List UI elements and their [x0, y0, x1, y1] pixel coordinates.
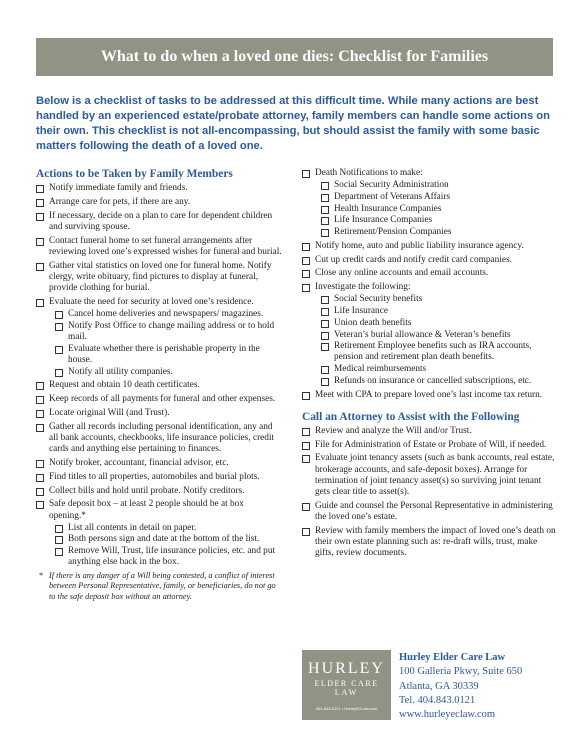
sub-checklist-item-text: Social Security benefits: [334, 294, 423, 305]
intro-paragraph: Below is a checklist of tasks to be addressed at this difficult time. While many actions are best handled by an experienced estate/probate attorney, family members can handle some actions on their own. This checklist is not all-encompassing, but should assist the family with some basic matters following the death of a loved one.: [36, 95, 550, 152]
checklist-item-text: Guide and counsel the Personal Representative in administering the loved one’s estate.: [315, 500, 553, 523]
checklist-item-text: Evaluate the need for security at loved one’s residence.: [49, 296, 254, 307]
checkbox[interactable]: [36, 410, 44, 418]
checklist-item-text: Collect bills and hold until probate. Notify creditors.: [49, 485, 245, 496]
logo-subtitle: ELDER CARE: [314, 679, 379, 688]
checklist-item-text: Keep records of all payments for funeral and other expenses.: [49, 394, 276, 405]
sub-checklist-item: [321, 215, 556, 226]
checklist-item-text: Locate original Will (and Trust).: [49, 407, 170, 418]
sub-checklist-item: [321, 306, 556, 317]
sub-checklist-item-text: Retirement/Pension Companies: [334, 227, 452, 238]
address-line-1: 100 Galleria Pkwy, Suite 650: [399, 666, 523, 678]
sub-checklist-item-text: Medical reimbursements: [334, 364, 427, 375]
checkbox[interactable]: [302, 428, 310, 436]
checklist-item: [302, 453, 556, 498]
checklist-item: [302, 390, 556, 401]
sub-checklist-item-text: Both persons sign and date at the bottom of the list.: [68, 534, 260, 545]
checkbox[interactable]: [36, 501, 44, 509]
checkbox[interactable]: [321, 332, 329, 340]
sub-checklist-item: [321, 341, 556, 363]
sub-checklist-item: [55, 344, 282, 366]
checklist-item: [302, 440, 556, 451]
checklist-item: [36, 236, 282, 258]
checkbox[interactable]: [302, 392, 310, 400]
sub-checklist-item-text: Veteran’s burial allowance & Veteran’s benefits: [334, 329, 511, 340]
sub-checklist-item-text: Refunds on insurance or cancelled subscriptions, etc.: [334, 375, 532, 386]
family-actions-heading: Actions to be Taken by Family Members: [36, 168, 233, 180]
sub-checklist-item-text: Evaluate whether there is perishable property in the house.: [68, 343, 260, 365]
footnote-asterisk: *: [39, 571, 44, 581]
contact-block: [399, 651, 559, 722]
checklist-item: [36, 297, 282, 378]
checklist-item-text: Gather vital statistics on loved one for funeral home. Notify clergy, write obituary, find pictures to display at funeral, provide clothing for burial.: [49, 260, 272, 293]
checkbox[interactable]: [321, 343, 329, 351]
checklist-item-text: Review and analyze the Will and/or Trust.: [315, 425, 472, 436]
notifications-checklist: [302, 168, 556, 401]
attorney-heading: Call an Attorney to Assist with the Following: [302, 410, 520, 423]
sub-checklist-item: [321, 330, 556, 341]
checklist-item: [36, 183, 282, 194]
sub-checklist-item: [55, 523, 282, 534]
checkbox[interactable]: [302, 503, 310, 511]
sub-checklist-item: [321, 204, 556, 215]
sub-checklist-item-text: Cancel home deliveries and newspapers/ magazines.: [68, 309, 264, 319]
logo-name: HURLEY: [308, 660, 385, 677]
checklist-item: [36, 472, 282, 483]
checkbox[interactable]: [55, 369, 63, 377]
checkbox[interactable]: [36, 299, 44, 307]
checkbox[interactable]: [321, 296, 329, 304]
sub-checklist-item-text: Retirement Employee benefits such as IRA accounts, pension and retirement plan death benefits.: [334, 341, 532, 363]
checkbox[interactable]: [55, 548, 63, 556]
sub-checklist-item-text: List all contents in detail on paper.: [68, 522, 197, 533]
sub-checklist-item-text: Notify all utility companies.: [68, 366, 173, 377]
checkbox[interactable]: [302, 257, 310, 265]
checklist-item-text: Death Notifications to make:: [315, 168, 423, 178]
checklist-item-text: Notify home, auto and public liability insurance agency.: [315, 240, 524, 251]
checkbox[interactable]: [302, 170, 310, 178]
sub-checklist-item: [321, 376, 556, 387]
checklist-item: [302, 241, 556, 252]
checkbox[interactable]: [36, 238, 44, 246]
sub-checklist-item-text: Life Insurance: [334, 306, 388, 317]
footnote-text: If there is any danger of a Will being contested, a conflict of interest between Personal Representative, family, or beneficiaries, do not go to the safe deposit box without an attorney.: [49, 571, 276, 601]
checkbox[interactable]: [321, 182, 329, 190]
hurley-logo: [302, 650, 391, 720]
checkbox[interactable]: [36, 213, 44, 221]
checkbox[interactable]: [302, 442, 310, 450]
sub-checklist-item-text: Remove Will, Trust, life insurance policies, etc. and put anything else back in the box.: [68, 546, 276, 568]
sub-checklist: [321, 180, 556, 238]
checklist-item: [302, 526, 556, 560]
family-actions-column: [36, 168, 282, 602]
checklist-item: [36, 380, 282, 391]
checklist-item-text: Safe deposit box – at least 2 people should be at box opening.*: [49, 499, 244, 521]
sub-checklist-item: [55, 367, 282, 378]
sub-checklist-item-text: Notify Post Office to change mailing address or to hold mail.: [68, 320, 275, 342]
checklist-item-text: Arrange care for pets, if there are any.: [49, 196, 191, 207]
sub-checklist-item-text: Social Security Administration: [334, 180, 449, 191]
checkbox[interactable]: [55, 525, 63, 533]
checkbox[interactable]: [55, 323, 63, 331]
website-link[interactable]: www.hurleyeclaw.com: [399, 709, 496, 721]
checklist-item: [36, 486, 282, 497]
checkbox[interactable]: [55, 311, 63, 319]
safe-deposit-footnote: [36, 571, 282, 602]
checklist-item-text: Meet with CPA to prepare loved one’s last income tax return.: [315, 389, 543, 400]
sub-checklist-item: [321, 227, 556, 238]
checklist-item: [36, 394, 282, 405]
sub-checklist-item: [55, 321, 282, 343]
checkbox[interactable]: [36, 424, 44, 432]
sub-checklist-item: [321, 294, 556, 305]
checklist-item-text: Close any online accounts and email accounts.: [315, 268, 489, 279]
firm-name: Hurley Elder Care Law: [399, 652, 506, 663]
checkbox[interactable]: [321, 320, 329, 328]
sub-checklist: [55, 309, 282, 378]
sub-checklist-item: [55, 534, 282, 545]
checkbox[interactable]: [36, 396, 44, 404]
sub-checklist-item-text: Health Insurance Companies: [334, 203, 442, 214]
checklist-item: [36, 499, 282, 568]
checklist-item-text: Evaluate joint tenancy assets (such as bank accounts, real estate, brokerage accounts, and safe-deposit boxes). Arrange for termination of joint tenancy asset(s) so surviving joint tenant gets clear title to asset(s).: [315, 453, 555, 498]
sub-checklist-item-text: Life Insurance Companies: [334, 215, 433, 226]
checkbox[interactable]: [302, 284, 310, 292]
checkbox[interactable]: [321, 378, 329, 386]
checklist-item-text: Gather all records including personal identification, any and all bank accounts, checkbooks, life insurance policies, credit cards and anything else pertaining to finances.: [49, 421, 275, 455]
checklist-item: [302, 268, 556, 279]
checklist-item-text: Find titles to all properties, automobiles and burial plots.: [49, 471, 260, 482]
checkbox[interactable]: [36, 185, 44, 193]
sub-checklist-item-text: Union death benefits: [334, 317, 412, 328]
checklist-item-text: Review with family members the impact of loved one’s death on their own estate planning such as: re-draft wills, trust, make gifts, review documents.: [315, 525, 556, 559]
sub-checklist-item: [321, 192, 556, 203]
checklist-item-text: File for Administration of Estate or Probate of Will, if needed.: [315, 439, 547, 450]
checklist-item-text: Investigate the following:: [315, 282, 411, 293]
checkbox[interactable]: [321, 308, 329, 316]
checklist-item: [302, 255, 556, 266]
checklist-item: [36, 458, 282, 469]
checklist-item: [302, 168, 556, 238]
checklist-item: [36, 211, 282, 233]
logo-law: LAW: [334, 688, 359, 697]
checkbox[interactable]: [321, 229, 329, 237]
sub-checklist: [55, 523, 282, 569]
attorney-checklist: [302, 426, 556, 560]
checklist-item: [36, 261, 282, 295]
checkbox[interactable]: [321, 194, 329, 202]
sub-checklist-item: [55, 309, 282, 320]
checklist-item: [36, 408, 282, 419]
checklist-item-text: Notify immediate family and friends.: [49, 183, 188, 193]
sub-checklist-item: [321, 318, 556, 329]
checkbox[interactable]: [36, 488, 44, 496]
checklist-item: [36, 422, 282, 456]
address-line-2: Atlanta, GA 30339: [399, 680, 479, 692]
checklist-item-text: Request and obtain 10 death certificates.: [49, 380, 200, 391]
checkbox[interactable]: [36, 460, 44, 468]
checkbox[interactable]: [321, 217, 329, 225]
checkbox[interactable]: [36, 263, 44, 271]
logo-fineprint: 404-843-0121 • HurleyECLaw.com: [315, 706, 378, 711]
page-title: What to do when a loved one dies: Checklist for Families: [36, 38, 553, 76]
checklist-item-text: Notify broker, accountant, financial advisor, etc.: [49, 457, 229, 468]
checkbox[interactable]: [302, 243, 310, 251]
checklist-item-text: Cut up credit cards and notify credit card companies.: [315, 254, 512, 265]
phone-number[interactable]: Tel. 404.843.0121: [399, 694, 476, 706]
checklist-item: [36, 197, 282, 208]
checkbox[interactable]: [36, 382, 44, 390]
checkbox[interactable]: [321, 206, 329, 214]
checkbox[interactable]: [55, 536, 63, 544]
right-column: [302, 168, 556, 562]
checkbox[interactable]: [36, 474, 44, 482]
checkbox[interactable]: [302, 455, 310, 463]
checkbox[interactable]: [321, 366, 329, 374]
family-checklist: [36, 183, 282, 569]
sub-checklist-item-text: Department of Veterans Affairs: [334, 191, 451, 202]
checklist-item-text: If necessary, decide on a plan to care for dependent children and surviving spouse.: [49, 210, 273, 232]
sub-checklist-item: [55, 546, 282, 568]
checklist-item: [302, 282, 556, 387]
checklist-item-text: Contact funeral home to set funeral arrangements after reviewing loved one’s expressed wishes for funeral and burial.: [49, 235, 282, 257]
checkbox[interactable]: [36, 199, 44, 207]
sub-checklist: [321, 294, 556, 387]
checkbox[interactable]: [302, 528, 310, 536]
checkbox[interactable]: [55, 346, 63, 354]
checkbox[interactable]: [302, 270, 310, 278]
checklist-item: [302, 426, 556, 437]
sub-checklist-item: [321, 180, 556, 191]
checklist-item: [302, 501, 556, 523]
sub-checklist-item: [321, 364, 556, 375]
